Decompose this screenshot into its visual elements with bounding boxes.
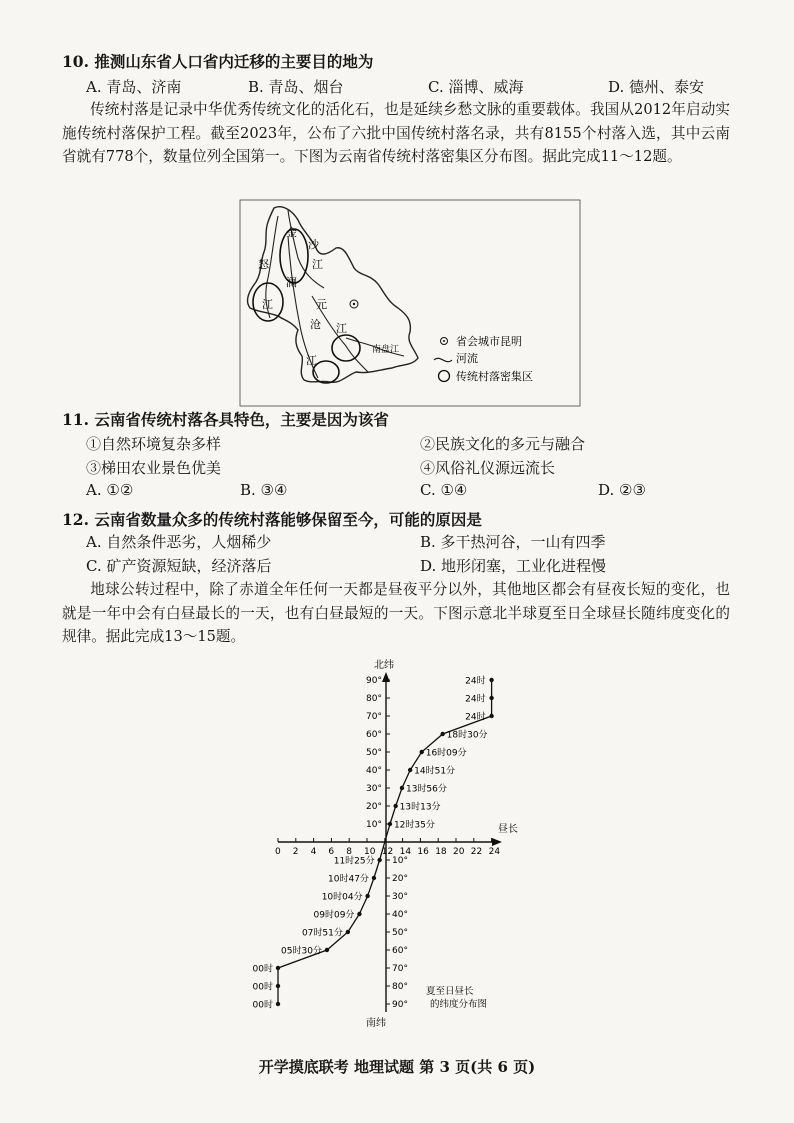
y-tick-label-south: 90° bbox=[392, 1000, 408, 1010]
x-tick-label: 4 bbox=[310, 847, 317, 857]
chart-title-line2: 的纬度分布图 bbox=[430, 999, 488, 1010]
data-point bbox=[365, 894, 369, 898]
data-label: 24时 bbox=[465, 694, 486, 705]
passage-daylength bbox=[62, 578, 730, 649]
data-point bbox=[393, 804, 397, 808]
q11-option-a: A. ①② bbox=[86, 481, 134, 499]
data-label: 00时 bbox=[252, 964, 273, 975]
label-nu: 怒 bbox=[258, 258, 269, 271]
data-point bbox=[489, 678, 493, 682]
y-tick-label-north: 70° bbox=[366, 712, 382, 722]
q11-item-4: ④风俗礼仪源远流长 bbox=[420, 459, 556, 477]
q11-option-d: D. ②③ bbox=[598, 481, 646, 499]
x-tick-label: 10 bbox=[364, 847, 376, 857]
y-tick-label-north: 30° bbox=[366, 784, 382, 794]
q12-option-d: D. 地形闭塞，工业化进程慢 bbox=[420, 557, 607, 575]
y-tick-label-south: 60° bbox=[392, 946, 408, 956]
data-point bbox=[388, 822, 392, 826]
y-tick-label-south: 30° bbox=[392, 892, 408, 902]
y-tick-label-south: 50° bbox=[392, 928, 408, 938]
passage2-text: 地球公转过程中，除了赤道全年任何一天都是昼夜平分以外，其他地区都会有昼夜长短的变化，也就是一年中会有白昼最长的一天，也有白昼最短的一天。下图示意北半球夏至日全球昼长随纬度变化的规律。据此完成13～15题。 bbox=[62, 581, 730, 645]
q10-option-b: B. 青岛、烟台 bbox=[248, 78, 344, 96]
legend-cluster: 传统村落密集区 bbox=[456, 370, 533, 383]
kunming-dot bbox=[353, 303, 355, 305]
q11-option-b: B. ③④ bbox=[240, 481, 288, 499]
q11-option-c: C. ①④ bbox=[420, 481, 468, 499]
cluster-southeast bbox=[332, 335, 360, 361]
data-label: 05时30分 bbox=[281, 946, 322, 957]
data-label: 16时09分 bbox=[425, 748, 467, 759]
data-point bbox=[357, 912, 361, 916]
label-jiang-nu: 江 bbox=[262, 298, 273, 311]
y-tick-label-north: 90° bbox=[366, 676, 382, 686]
label-yuan: 元 bbox=[316, 298, 327, 311]
y-tick-label-north: 20° bbox=[366, 802, 382, 812]
q11-item-1: ①自然环境复杂多样 bbox=[86, 435, 222, 453]
passage1-text: 传统村落是记录中华优秀传统文化的活化石，也是延续乡愁文脉的重要载体。我国从2012年启动实施传统村落保护工程。截至2023年，公布了六批中国传统村落名录，共有8155个村落入选，其中云南省就有778个，数量位列全国第一。下图为云南省传统村落密集区分布图。据此完成11～12题。 bbox=[62, 101, 730, 165]
data-point bbox=[440, 732, 444, 736]
q11-stem: 11. 云南省传统村落各具特色，主要是因为该省 bbox=[62, 410, 389, 429]
label-jiang-lancang: 江 bbox=[306, 354, 317, 367]
data-point bbox=[346, 930, 350, 934]
q10-option-a: A. 青岛、济南 bbox=[86, 78, 182, 96]
x-tick-label: 24 bbox=[488, 847, 501, 857]
data-label: 18时30分 bbox=[446, 730, 488, 741]
data-point bbox=[276, 1002, 280, 1006]
x-tick-label: 2 bbox=[292, 847, 299, 857]
data-label: 24时 bbox=[465, 676, 486, 687]
y-tick-label-north: 40° bbox=[366, 766, 382, 776]
data-point bbox=[420, 750, 424, 754]
y-tick-label-south: 40° bbox=[392, 910, 408, 920]
x-tick-label: 20 bbox=[453, 847, 465, 857]
data-label: 10时04分 bbox=[321, 892, 363, 903]
data-point bbox=[276, 984, 280, 988]
data-label: 10时47分 bbox=[328, 874, 369, 885]
y-tick-label-south: 70° bbox=[392, 964, 408, 974]
legend-river: 河流 bbox=[456, 352, 478, 365]
data-label: 00时 bbox=[252, 1000, 273, 1011]
data-point bbox=[408, 768, 412, 772]
y-tick-label-south: 10° bbox=[392, 856, 408, 866]
data-point bbox=[325, 948, 329, 952]
q12-option-a: A. 自然条件恶劣，人烟稀少 bbox=[86, 533, 272, 551]
label-jiang-yuan: 江 bbox=[336, 322, 347, 335]
data-label: 13时13分 bbox=[399, 802, 441, 813]
label-jin: 金 bbox=[286, 226, 297, 239]
y-tick-label-north: 80° bbox=[366, 694, 382, 704]
ylabel-south: 南纬 bbox=[366, 1018, 386, 1029]
data-label: 00时 bbox=[252, 982, 273, 993]
chart-title-line1: 夏至日昼长 bbox=[426, 986, 474, 997]
q11-item-2: ②民族文化的多元与融合 bbox=[420, 435, 586, 453]
page-footer: 开学摸底联考 地理试题 第 3 页(共 6 页) bbox=[258, 1058, 536, 1076]
yunnan-outline bbox=[248, 207, 418, 383]
q10-stem: 10. 推测山东省人口省内迁移的主要目的地为 bbox=[62, 52, 374, 71]
label-jiang-jinsha: 江 bbox=[312, 258, 323, 271]
xlabel: 昼长 bbox=[498, 824, 518, 835]
passage-traditional-villages bbox=[62, 98, 730, 169]
yunnan-village-map bbox=[228, 196, 588, 410]
ylabel-north: 北纬 bbox=[374, 660, 394, 671]
x-tick-label: 8 bbox=[346, 847, 352, 857]
y-tick-label-north: 60° bbox=[366, 730, 382, 740]
data-label: 09时09分 bbox=[313, 910, 355, 921]
x-tick-label: 16 bbox=[417, 847, 429, 857]
data-point bbox=[489, 696, 493, 700]
q10-option-c: C. 淄博、威海 bbox=[428, 78, 524, 96]
x-tick-label: 0 bbox=[275, 847, 281, 857]
legend-river-icon bbox=[434, 358, 452, 361]
q12-option-b: B. 多干热河谷，一山有四季 bbox=[420, 533, 606, 551]
y-tick-label-south: 20° bbox=[392, 874, 408, 884]
legend-cluster-icon bbox=[439, 371, 450, 382]
data-point bbox=[400, 786, 404, 790]
label-lan: 澜 bbox=[286, 276, 297, 289]
q10-option-d: D. 德州、泰安 bbox=[608, 78, 705, 96]
y-tick-label-north: 10° bbox=[366, 820, 382, 830]
legend-city-dot bbox=[443, 340, 445, 342]
x-tick-label: 22 bbox=[470, 847, 483, 857]
q11-item-3: ③梯田农业景色优美 bbox=[86, 459, 222, 477]
x-tick-label: 6 bbox=[328, 847, 335, 857]
x-tick-label: 12 bbox=[381, 847, 394, 857]
y-tick-label-south: 80° bbox=[392, 982, 408, 992]
data-label: 13时56分 bbox=[405, 784, 447, 795]
data-label: 07时51分 bbox=[301, 928, 343, 939]
x-axis-arrow bbox=[492, 838, 502, 846]
data-point bbox=[489, 714, 493, 718]
data-label: 24时 bbox=[465, 712, 486, 723]
label-sha: 沙 bbox=[308, 238, 319, 251]
data-label: 11时25分 bbox=[333, 856, 375, 867]
data-point bbox=[377, 858, 381, 862]
daylength-chart bbox=[240, 652, 540, 1032]
map-legend bbox=[434, 334, 533, 383]
legend-city: 省会城市昆明 bbox=[456, 335, 522, 348]
y-tick-label-north: 50° bbox=[366, 748, 382, 758]
label-nanpan: 南盘江 bbox=[372, 345, 400, 355]
x-tick-label: 18 bbox=[435, 847, 447, 857]
data-point bbox=[372, 876, 376, 880]
q12-stem: 12. 云南省数量众多的传统村落能够保留至今，可能的原因是 bbox=[62, 510, 482, 529]
x-tick-label: 14 bbox=[399, 847, 412, 857]
data-label: 12时35分 bbox=[393, 820, 435, 831]
label-cang: 沧 bbox=[310, 318, 321, 331]
q12-option-c: C. 矿产资源短缺，经济落后 bbox=[86, 557, 272, 575]
data-point bbox=[276, 966, 280, 970]
data-label: 14时51分 bbox=[414, 766, 456, 777]
